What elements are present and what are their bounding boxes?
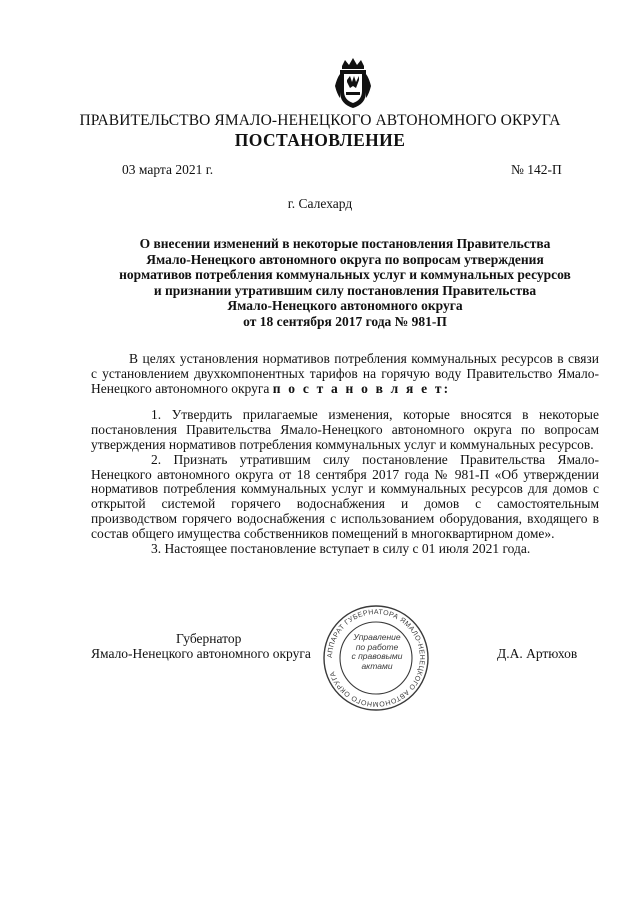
signer-title-line1: Губернатор <box>176 631 242 646</box>
yanao-coat-of-arms-icon <box>333 56 373 110</box>
item-paragraph-3: 3. Настоящее постановление вступает в силу с 01 июля 2021 года. <box>151 540 531 556</box>
item-paragraph-1: 1. Утвердить прилагаемые изменения, которые вносятся в некоторые постановления Правительства Ямало-Ненецкого автономного округа по вопросам утверждения нормативов потребления коммунальных услуг и коммунальных ресурсов. <box>91 407 599 452</box>
subject-line: Ямало-Ненецкого автономного округа <box>227 298 463 314</box>
document-subject <box>80 236 610 330</box>
preamble-text: В целях установления нормативов потребления коммунальных ресурсов в связи с установлением двухкомпонентных тарифов на горячую воду Правительство Ямало-Ненецкого автономного округа <box>91 351 599 396</box>
stamp-line: с правовыми <box>351 651 403 662</box>
preamble-action: п о с т а н о в л я е т: <box>272 380 451 396</box>
subject-line: нормативов потребления коммунальных услуг и коммунальных ресурсов <box>119 267 571 283</box>
stamp-line: по работе <box>355 641 399 652</box>
stamp-line: Управление <box>353 632 401 642</box>
subject-line: О внесении изменений в некоторые постановления Правительства <box>139 236 551 251</box>
stamp-line: актами <box>361 660 393 671</box>
subject-line: и признании утратившим силу постановления Правительства <box>153 282 537 298</box>
signer-name: Д.А. Артюхов <box>497 646 578 661</box>
stamp-ring-text: АППАРАТ ГУБЕРНАТОРА ЯМАЛО-НЕНЕЦКОГО АВТОНОМНОГО ОКРУГА <box>326 608 426 708</box>
document-city: г. Салехард <box>287 196 353 211</box>
document-date: 03 марта 2021 г. <box>122 162 214 177</box>
document-number: № 142-П <box>511 162 562 177</box>
subject-line: от 18 сентября 2017 года № 981-П <box>243 313 447 329</box>
government-name: ПРАВИТЕЛЬСТВО ЯМАЛО-НЕНЕЦКОГО АВТОНОМНОГО ОКРУГА <box>79 112 561 129</box>
signer-title-line2: Ямало-Ненецкого автономного округа <box>91 646 311 661</box>
stamp-center-text <box>345 633 409 671</box>
document-body <box>91 352 599 556</box>
document-type: ПОСТАНОВЛЕНИЕ <box>234 130 406 150</box>
subject-line: Ямало-Ненецкого автономного округа по вопросам утверждения <box>146 251 544 267</box>
preamble-paragraph <box>91 352 599 396</box>
item-paragraph-2: 2. Признать утратившим силу постановление Правительства Ямало-Ненецкого автономного округа от 18 сентября 2017 года № 981-П «Об утверждении нормативов потребления коммунальных услуг и коммунальных ресурсов для домов с открытой системой горячего водоснабжения и домов с самостоятельным производством горячего водоснабжения с использованием оборудования, входящего в состав общего имущества собственников помещений в многоквартирном доме». <box>91 451 599 541</box>
